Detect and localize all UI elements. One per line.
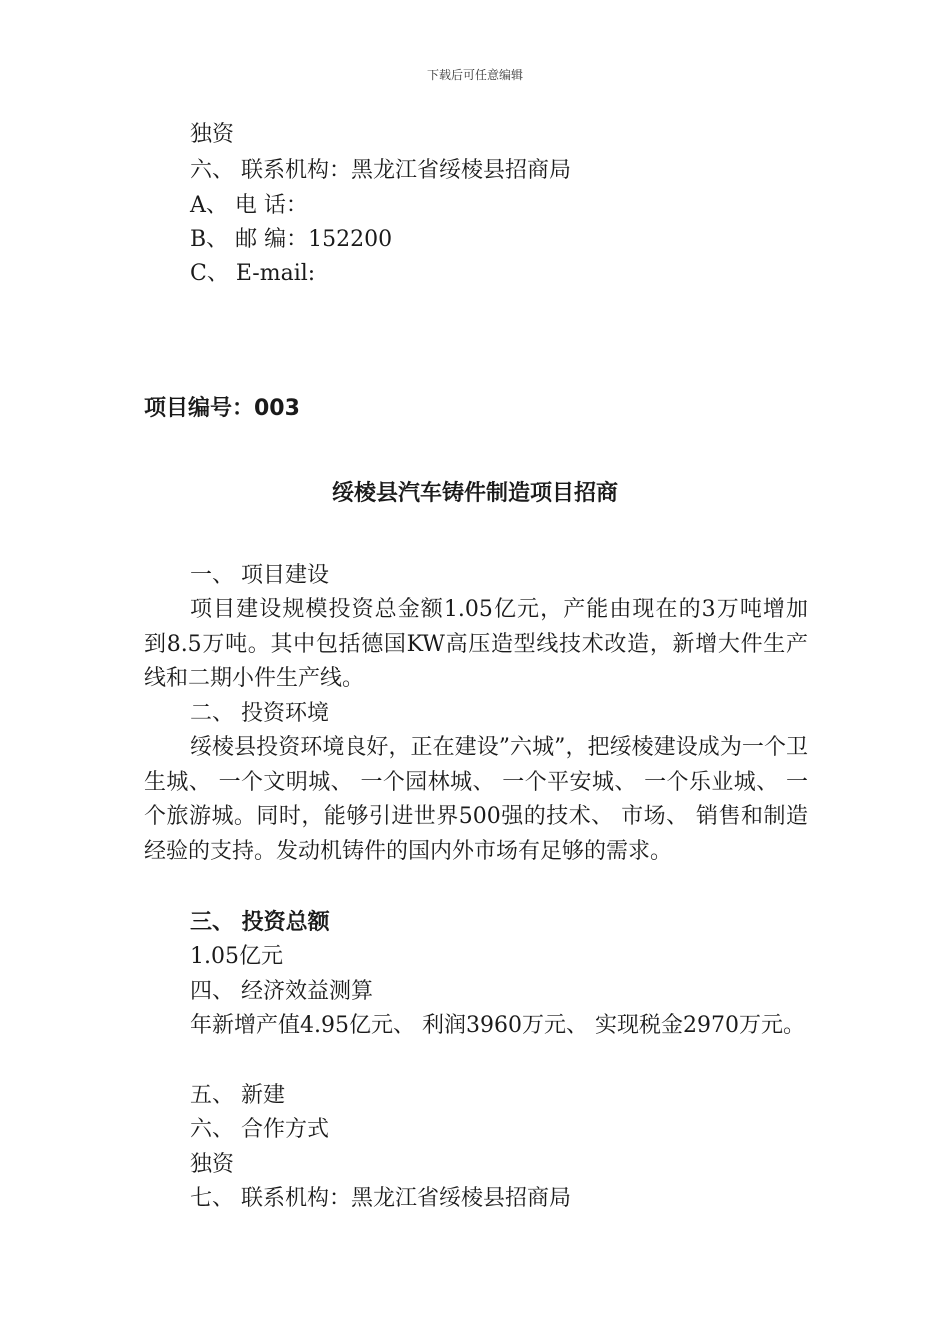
section-3-body: 1.05亿元 bbox=[190, 944, 283, 969]
section-2-heading: 二、 投资环境 bbox=[190, 701, 329, 726]
prev-email-line: C、 E-mail: bbox=[190, 261, 316, 286]
prev-postcode-line: B、 邮 编：152200 bbox=[190, 227, 393, 252]
prev-phone-line: A、 电 话： bbox=[190, 193, 308, 218]
section-6-body: 独资 bbox=[190, 1152, 235, 1177]
section-1-heading: 一、 项目建设 bbox=[190, 563, 329, 588]
section-2-body: 绥棱县投资环境良好，正在建设”六城”，把绥棱建设成为一个卫生城、 一个文明城、 一个园林城、 一个平安城、 一个乐业城、 一个旅游城。同时，能够引进世界500强的技术、 市场、 销售和制造经验的支持。发动机铸件的国内外市场有足够的需求。 bbox=[144, 735, 808, 864]
project-number: 项目编号：003 bbox=[144, 396, 300, 421]
header-note: 下载后可任意编辑 bbox=[426, 68, 523, 82]
section-4-body: 年新增产值4.95亿元、 利润3960万元、 实现税金2970万元。 bbox=[190, 1013, 805, 1038]
section-5-heading: 五、 新建 bbox=[190, 1083, 285, 1108]
section-3-heading: 三、 投资总额 bbox=[190, 910, 330, 935]
section-6-heading: 六、 合作方式 bbox=[190, 1117, 329, 1142]
section-7-heading: 七、 联系机构：黑龙江省绥棱县招商局 bbox=[190, 1186, 571, 1211]
section-1-body: 项目建设规模投资总金额1.05亿元，产能由现在的3万吨增加 到8.5万吨。其中包括德国KW高压造型线技术改造，新增大件生产线和二期小件生产线。 bbox=[144, 597, 808, 691]
prev-contact-heading: 六、 联系机构：黑龙江省绥棱县招商局 bbox=[190, 158, 571, 183]
section-4-heading: 四、 经济效益测算 bbox=[190, 979, 373, 1004]
project-title: 绥棱县汽车铸件制造项目招商 bbox=[331, 481, 618, 506]
prev-cooperation-mode: 独资 bbox=[190, 122, 235, 147]
